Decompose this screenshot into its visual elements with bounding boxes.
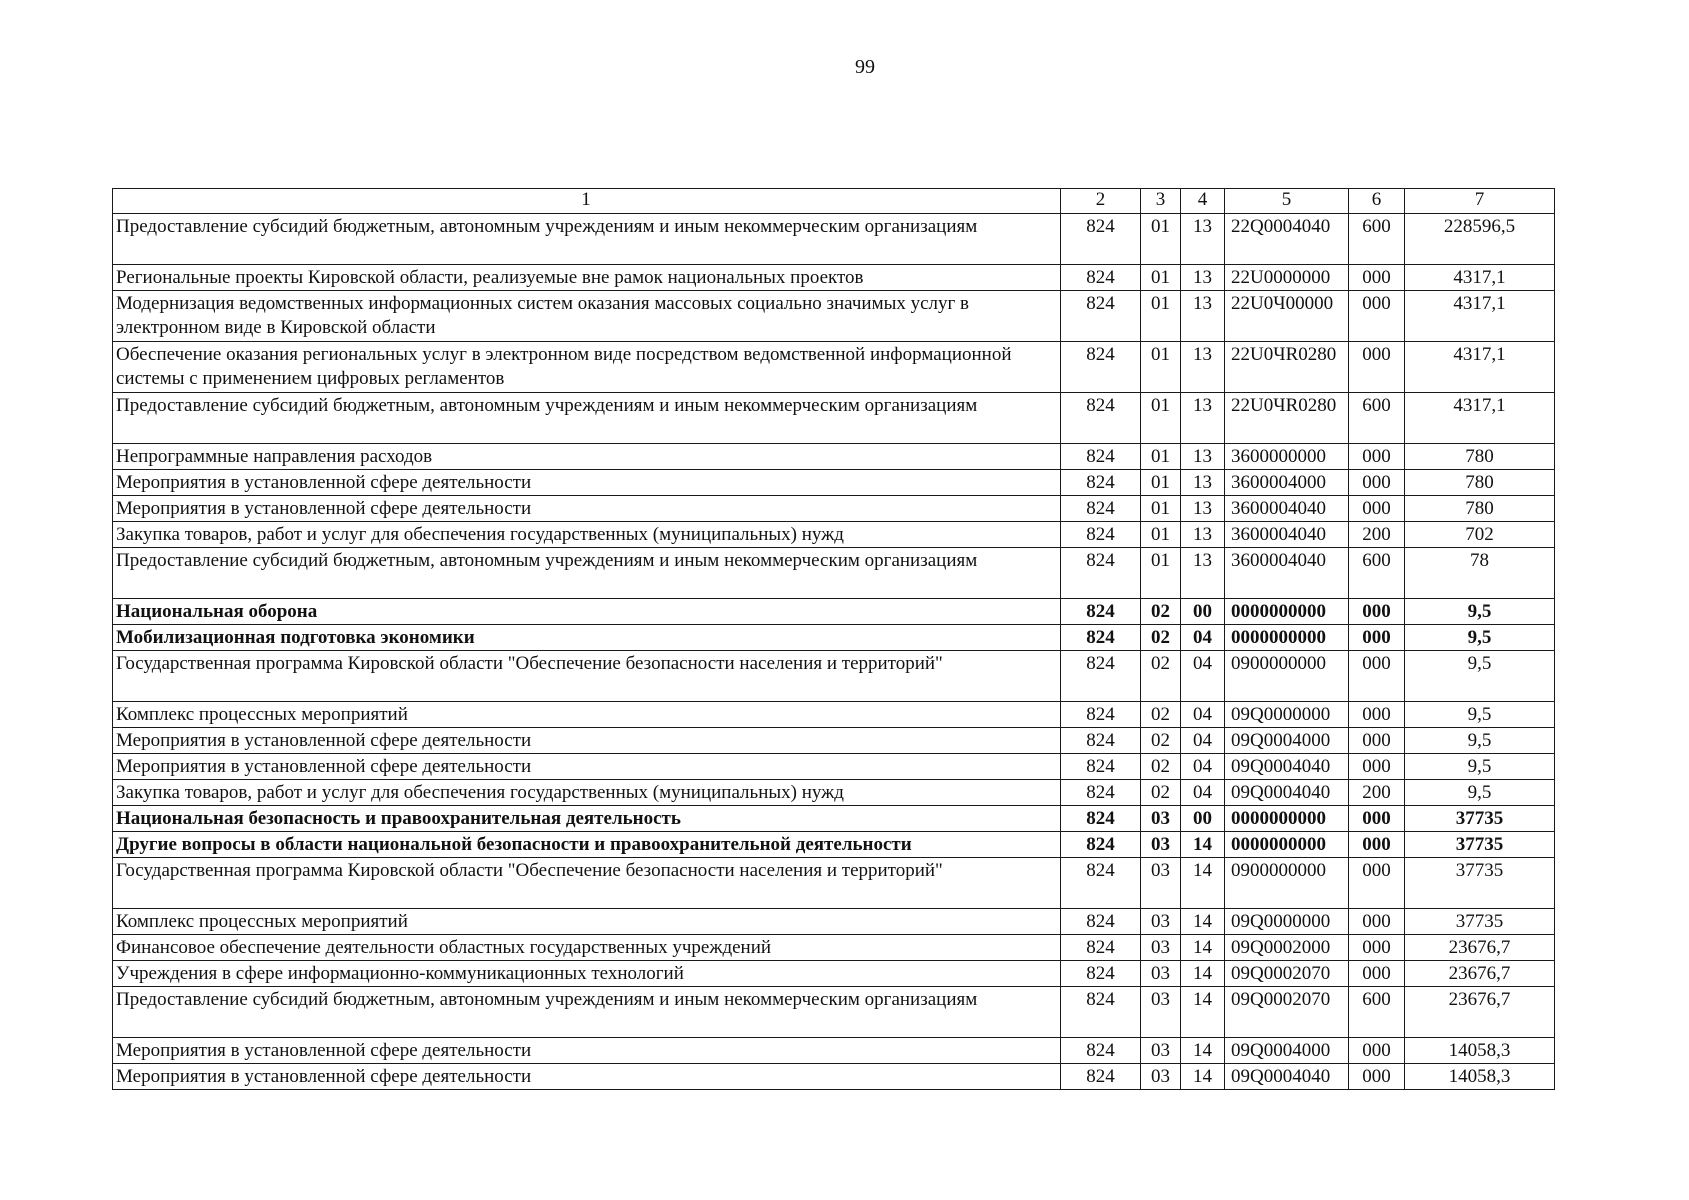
target-article-cell: 22U0ЧR0280 [1225,393,1349,444]
row-name-cell: Национальная безопасность и правоохранительная деятельность [113,806,1061,832]
section-code-cell: 01 [1141,496,1181,522]
subsection-code-cell: 04 [1181,754,1225,780]
section-code-cell: 03 [1141,858,1181,909]
row-name-cell: Финансовое обеспечение деятельности областных государственных учреждений [113,935,1061,961]
target-article-cell: 22U0ЧR0280 [1225,342,1349,393]
ministry-code-cell: 824 [1061,1038,1141,1064]
table-row [113,651,1555,702]
row-name-cell: Предоставление субсидий бюджетным, автономным учреждениям и иным некоммерческим организациям [113,393,1061,444]
ministry-code-cell: 824 [1061,987,1141,1038]
target-article-cell: 0000000000 [1225,806,1349,832]
subsection-code-cell: 14 [1181,1064,1225,1090]
section-code-cell: 01 [1141,522,1181,548]
target-article-cell: 3600000000 [1225,444,1349,470]
table-row [113,1064,1555,1090]
section-code-cell: 02 [1141,599,1181,625]
target-article-cell: 09Q0004000 [1225,1038,1349,1064]
subsection-code-cell: 14 [1181,961,1225,987]
subsection-code-cell: 13 [1181,496,1225,522]
expense-type-cell: 000 [1349,265,1405,291]
section-code-cell: 01 [1141,342,1181,393]
table-row [113,832,1555,858]
section-code-cell: 01 [1141,548,1181,599]
target-article-cell: 0900000000 [1225,858,1349,909]
row-name-cell: Непрограммные направления расходов [113,444,1061,470]
subsection-code-cell: 13 [1181,291,1225,342]
target-article-cell: 3600004040 [1225,548,1349,599]
subsection-code-cell: 14 [1181,832,1225,858]
amount-cell: 23676,7 [1405,961,1555,987]
subsection-code-cell: 13 [1181,393,1225,444]
row-name-cell: Мероприятия в установленной сфере деятельности [113,754,1061,780]
subsection-code-cell: 13 [1181,548,1225,599]
target-article-cell: 0900000000 [1225,651,1349,702]
row-name-cell: Предоставление субсидий бюджетным, автономным учреждениям и иным некоммерческим организациям [113,987,1061,1038]
section-code-cell: 03 [1141,935,1181,961]
subsection-code-cell: 00 [1181,806,1225,832]
expense-type-cell: 000 [1349,625,1405,651]
column-header: 3 [1141,189,1181,214]
table-row [113,393,1555,444]
table-row [113,291,1555,342]
expense-type-cell: 000 [1349,858,1405,909]
target-article-cell: 3600004040 [1225,522,1349,548]
section-code-cell: 03 [1141,987,1181,1038]
row-name-cell: Комплекс процессных мероприятий [113,909,1061,935]
row-name-cell: Предоставление субсидий бюджетным, автономным учреждениям и иным некоммерческим организациям [113,214,1061,265]
ministry-code-cell: 824 [1061,342,1141,393]
table-row [113,935,1555,961]
section-code-cell: 03 [1141,806,1181,832]
row-name-cell: Мероприятия в установленной сфере деятельности [113,728,1061,754]
table-row [113,702,1555,728]
amount-cell: 14058,3 [1405,1064,1555,1090]
amount-cell: 23676,7 [1405,987,1555,1038]
target-article-cell: 09Q0002070 [1225,987,1349,1038]
ministry-code-cell: 824 [1061,754,1141,780]
subsection-code-cell: 14 [1181,935,1225,961]
table-header-row [113,189,1555,214]
table-row [113,754,1555,780]
section-code-cell: 01 [1141,470,1181,496]
row-name-cell: Учреждения в сфере информационно-коммуникационных технологий [113,961,1061,987]
subsection-code-cell: 14 [1181,858,1225,909]
table-row [113,806,1555,832]
amount-cell: 4317,1 [1405,342,1555,393]
ministry-code-cell: 824 [1061,291,1141,342]
section-code-cell: 01 [1141,291,1181,342]
amount-cell: 702 [1405,522,1555,548]
ministry-code-cell: 824 [1061,909,1141,935]
expense-type-cell: 000 [1349,496,1405,522]
amount-cell: 9,5 [1405,728,1555,754]
table-body [113,189,1555,1090]
section-code-cell: 03 [1141,1038,1181,1064]
table-row [113,496,1555,522]
row-name-cell: Закупка товаров, работ и услуг для обеспечения государственных (муниципальных) нужд [113,522,1061,548]
column-header: 2 [1061,189,1141,214]
ministry-code-cell: 824 [1061,265,1141,291]
table-row [113,599,1555,625]
target-article-cell: 22Q0004040 [1225,214,1349,265]
expense-type-cell: 000 [1349,651,1405,702]
table-row [113,444,1555,470]
row-name-cell: Мероприятия в установленной сфере деятельности [113,470,1061,496]
row-name-cell: Региональные проекты Кировской области, реализуемые вне рамок национальных проектов [113,265,1061,291]
amount-cell: 780 [1405,496,1555,522]
section-code-cell: 03 [1141,832,1181,858]
amount-cell: 780 [1405,444,1555,470]
ministry-code-cell: 824 [1061,393,1141,444]
row-name-cell: Мероприятия в установленной сфере деятельности [113,1064,1061,1090]
amount-cell: 37735 [1405,832,1555,858]
ministry-code-cell: 824 [1061,496,1141,522]
column-header: 7 [1405,189,1555,214]
target-article-cell: 09Q0004040 [1225,780,1349,806]
section-code-cell: 03 [1141,1064,1181,1090]
expense-type-cell: 000 [1349,470,1405,496]
section-code-cell: 02 [1141,651,1181,702]
section-code-cell: 03 [1141,909,1181,935]
expense-type-cell: 000 [1349,754,1405,780]
section-code-cell: 02 [1141,702,1181,728]
budget-table [112,188,1555,1090]
ministry-code-cell: 824 [1061,702,1141,728]
section-code-cell: 02 [1141,625,1181,651]
subsection-code-cell: 04 [1181,780,1225,806]
page-number: 99 [855,56,875,78]
subsection-code-cell: 14 [1181,909,1225,935]
amount-cell: 37735 [1405,858,1555,909]
table-row [113,470,1555,496]
section-code-cell: 02 [1141,754,1181,780]
amount-cell: 37735 [1405,806,1555,832]
table-row [113,780,1555,806]
ministry-code-cell: 824 [1061,444,1141,470]
target-article-cell: 09Q0004000 [1225,728,1349,754]
amount-cell: 9,5 [1405,599,1555,625]
expense-type-cell: 200 [1349,522,1405,548]
column-header: 5 [1225,189,1349,214]
subsection-code-cell: 13 [1181,470,1225,496]
expense-type-cell: 000 [1349,806,1405,832]
expense-type-cell: 600 [1349,214,1405,265]
row-name-cell: Мероприятия в установленной сфере деятельности [113,496,1061,522]
table-row [113,265,1555,291]
expense-type-cell: 600 [1349,393,1405,444]
expense-type-cell: 000 [1349,1038,1405,1064]
ministry-code-cell: 824 [1061,599,1141,625]
table-row [113,342,1555,393]
target-article-cell: 09Q0000000 [1225,909,1349,935]
expense-type-cell: 000 [1349,909,1405,935]
row-name-cell: Мобилизационная подготовка экономики [113,625,1061,651]
target-article-cell: 22U0Ч00000 [1225,291,1349,342]
ministry-code-cell: 824 [1061,522,1141,548]
subsection-code-cell: 13 [1181,214,1225,265]
table-row [113,625,1555,651]
row-name-cell: Национальная оборона [113,599,1061,625]
section-code-cell: 01 [1141,265,1181,291]
amount-cell: 9,5 [1405,651,1555,702]
table-row [113,987,1555,1038]
table-row [113,909,1555,935]
row-name-cell: Государственная программа Кировской области "Обеспечение безопасности населения и территорий" [113,651,1061,702]
row-name-cell: Предоставление субсидий бюджетным, автономным учреждениям и иным некоммерческим организациям [113,548,1061,599]
amount-cell: 9,5 [1405,702,1555,728]
subsection-code-cell: 04 [1181,651,1225,702]
subsection-code-cell: 00 [1181,599,1225,625]
table-row [113,728,1555,754]
column-header: 1 [113,189,1061,214]
amount-cell: 37735 [1405,909,1555,935]
expense-type-cell: 600 [1349,987,1405,1038]
ministry-code-cell: 824 [1061,806,1141,832]
subsection-code-cell: 04 [1181,625,1225,651]
target-article-cell: 09Q0004040 [1225,1064,1349,1090]
target-article-cell: 0000000000 [1225,599,1349,625]
target-article-cell: 0000000000 [1225,625,1349,651]
table-row [113,548,1555,599]
section-code-cell: 01 [1141,444,1181,470]
expense-type-cell: 000 [1349,832,1405,858]
subsection-code-cell: 14 [1181,987,1225,1038]
section-code-cell: 01 [1141,214,1181,265]
expense-type-cell: 000 [1349,935,1405,961]
expense-type-cell: 000 [1349,444,1405,470]
amount-cell: 9,5 [1405,625,1555,651]
row-name-cell: Закупка товаров, работ и услуг для обеспечения государственных (муниципальных) нужд [113,780,1061,806]
subsection-code-cell: 14 [1181,1038,1225,1064]
expense-type-cell: 600 [1349,548,1405,599]
section-code-cell: 02 [1141,728,1181,754]
ministry-code-cell: 824 [1061,548,1141,599]
amount-cell: 4317,1 [1405,393,1555,444]
amount-cell: 9,5 [1405,780,1555,806]
row-name-cell: Обеспечение оказания региональных услуг в электронном виде посредством ведомственной информационной системы с применением цифровых регламентов [113,342,1061,393]
row-name-cell: Другие вопросы в области национальной безопасности и правоохранительной деятельности [113,832,1061,858]
amount-cell: 9,5 [1405,754,1555,780]
table-row [113,214,1555,265]
expense-type-cell: 200 [1349,780,1405,806]
amount-cell: 780 [1405,470,1555,496]
subsection-code-cell: 13 [1181,522,1225,548]
ministry-code-cell: 824 [1061,832,1141,858]
target-article-cell: 3600004040 [1225,496,1349,522]
ministry-code-cell: 824 [1061,1064,1141,1090]
subsection-code-cell: 13 [1181,342,1225,393]
amount-cell: 4317,1 [1405,265,1555,291]
amount-cell: 14058,3 [1405,1038,1555,1064]
row-name-cell: Мероприятия в установленной сфере деятельности [113,1038,1061,1064]
subsection-code-cell: 04 [1181,702,1225,728]
table-row [113,858,1555,909]
subsection-code-cell: 13 [1181,265,1225,291]
section-code-cell: 01 [1141,393,1181,444]
table-row [113,1038,1555,1064]
expense-type-cell: 000 [1349,599,1405,625]
amount-cell: 78 [1405,548,1555,599]
expense-type-cell: 000 [1349,961,1405,987]
target-article-cell: 0000000000 [1225,832,1349,858]
column-header: 6 [1349,189,1405,214]
ministry-code-cell: 824 [1061,651,1141,702]
ministry-code-cell: 824 [1061,214,1141,265]
row-name-cell: Модернизация ведомственных информационных систем оказания массовых социально значимых услуг в электронном виде в Кировской области [113,291,1061,342]
table-row [113,961,1555,987]
target-article-cell: 09Q0002070 [1225,961,1349,987]
row-name-cell: Комплекс процессных мероприятий [113,702,1061,728]
row-name-cell: Государственная программа Кировской области "Обеспечение безопасности населения и территорий" [113,858,1061,909]
expense-type-cell: 000 [1349,291,1405,342]
column-header: 4 [1181,189,1225,214]
ministry-code-cell: 824 [1061,935,1141,961]
ministry-code-cell: 824 [1061,728,1141,754]
expense-type-cell: 000 [1349,342,1405,393]
subsection-code-cell: 04 [1181,728,1225,754]
ministry-code-cell: 824 [1061,625,1141,651]
target-article-cell: 09Q0004040 [1225,754,1349,780]
target-article-cell: 3600004000 [1225,470,1349,496]
expense-type-cell: 000 [1349,728,1405,754]
section-code-cell: 02 [1141,780,1181,806]
target-article-cell: 09Q0002000 [1225,935,1349,961]
subsection-code-cell: 13 [1181,444,1225,470]
amount-cell: 4317,1 [1405,291,1555,342]
table-row [113,522,1555,548]
target-article-cell: 09Q0000000 [1225,702,1349,728]
section-code-cell: 03 [1141,961,1181,987]
target-article-cell: 22U0000000 [1225,265,1349,291]
ministry-code-cell: 824 [1061,470,1141,496]
expense-type-cell: 000 [1349,702,1405,728]
expense-type-cell: 000 [1349,1064,1405,1090]
ministry-code-cell: 824 [1061,780,1141,806]
ministry-code-cell: 824 [1061,858,1141,909]
amount-cell: 228596,5 [1405,214,1555,265]
ministry-code-cell: 824 [1061,961,1141,987]
amount-cell: 23676,7 [1405,935,1555,961]
